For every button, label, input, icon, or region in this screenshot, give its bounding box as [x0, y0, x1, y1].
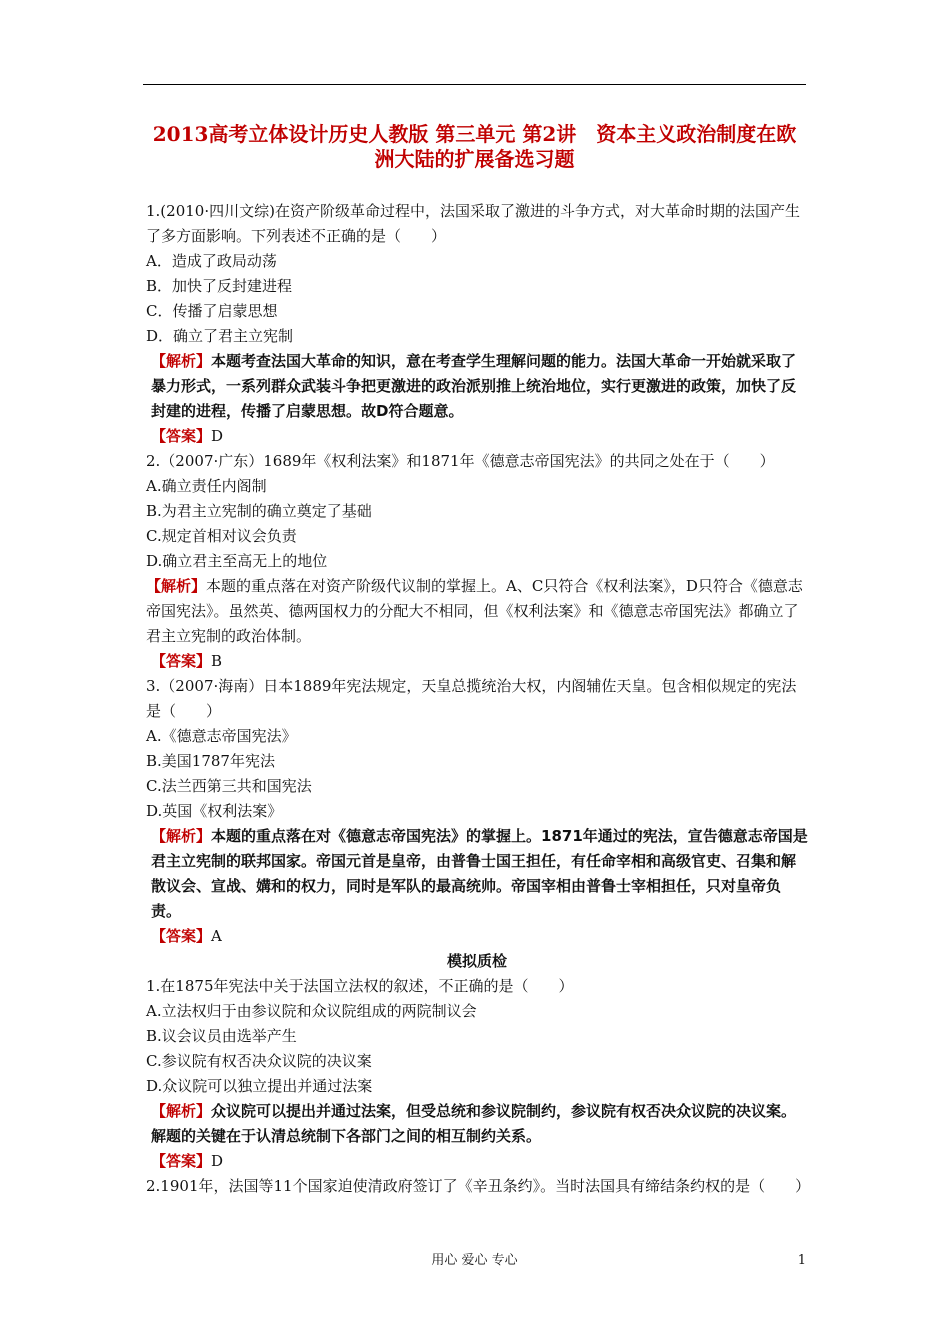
question-stem: 2.1901年，法国等11个国家迫使清政府签订了《辛丑条约》。当时法国具有缔结条约权的是（ ）: [146, 1177, 811, 1195]
analysis-text: 本题的重点落在对《德意志帝国宪法》的掌握上。1871年通过的宪法，宣告德意志帝国是君主立宪制的联邦国家。帝国元首是皇帝，由普鲁士国王担任，有任命宰相和高级官吏、召集和解散议会、宣战、媾和的权力，同时是军队的最高统帅。帝国宰相由普鲁士宰相担任，只对皇帝负责。: [151, 827, 808, 920]
option: D．确立了君主立宪制: [146, 327, 294, 345]
answer-value: D: [211, 1152, 224, 1170]
option: D.众议院可以独立提出并通过法案: [146, 1077, 373, 1095]
question-stem: 3.（2007·海南）日本1889年宪法规定，天皇总揽统治大权，内阁辅佐天皇。包含相似规定的宪法是（ ）: [146, 677, 797, 720]
option: A.立法权归于由参议院和众议院组成的两院制议会: [146, 1002, 477, 1020]
answer-value: D: [211, 427, 224, 445]
question-1: [146, 199, 808, 449]
answer: [146, 924, 808, 949]
question-stem: 1.在1875年宪法中关于法国立法权的叙述，不正确的是（ ）: [146, 977, 574, 995]
analysis: [146, 349, 808, 424]
page-number: 1: [797, 1253, 806, 1268]
analysis-text: 本题的重点落在对资产阶级代议制的掌握上。A、C只符合《权利法案》，D只符合《德意志帝国宪法》。虽然英、德两国权力的分配大不相同，但《权利法案》和《德意志帝国宪法》都确立了君主立宪制的政治体制。: [146, 577, 803, 645]
analysis-text: 众议院可以提出并通过法案，但受总统和参议院制约，参议院有权否决众议院的决议案。解题的关键在于认清总统制下各部门之间的相互制约关系。: [151, 1102, 797, 1145]
option: A.《德意志帝国宪法》: [146, 727, 297, 745]
document-body: [146, 199, 811, 1199]
option: B.美国1787年宪法: [146, 752, 275, 770]
option: C．传播了启蒙思想: [146, 302, 278, 320]
section-title: 模拟质检: [446, 952, 507, 970]
option: B.议会议员由选举产生: [146, 1027, 297, 1045]
option: D.确立君主至高无上的地位: [146, 552, 328, 570]
footer-motto: 用心 爱心 专心: [431, 1253, 518, 1268]
answer-tag: 【答案】: [151, 1152, 212, 1170]
option: D.英国《权利法案》: [146, 802, 283, 820]
question-3: [146, 674, 808, 949]
answer-value: B: [211, 652, 223, 670]
question-stem: 2.（2007·广东）1689年《权利法案》和1871年《德意志帝国宪法》的共同之处在于（ ）: [146, 452, 775, 470]
header-rule: [143, 84, 806, 85]
question-2: [146, 449, 808, 674]
analysis: [146, 824, 808, 924]
analysis: [146, 574, 808, 649]
analysis-tag: 【解析】: [151, 1102, 212, 1120]
answer: [146, 424, 808, 449]
option: C.规定首相对议会负责: [146, 527, 297, 545]
option: B．加快了反封建进程: [146, 277, 293, 295]
answer: [146, 1149, 808, 1174]
answer-tag: 【答案】: [151, 927, 212, 945]
option: A.确立责任内阁制: [146, 477, 267, 495]
answer-value: A: [211, 927, 222, 945]
mock-question-1: [146, 974, 808, 1174]
analysis-text: 本题考查法国大革命的知识，意在考查学生理解问题的能力。法国大革命一开始就采取了暴力形式，一系列群众武装斗争把更激进的政治派别推上统治地位，实行更激进的政策，加快了反封建的进程，传播了启蒙思想。故D符合题意。: [151, 352, 797, 420]
question-stem: 1.(2010·四川文综)在资产阶级革命过程中，法国采取了激进的斗争方式，对大革命时期的法国产生了多方面影响。下列表述不正确的是（ ）: [146, 202, 800, 245]
analysis-tag: 【解析】: [151, 827, 212, 845]
analysis-tag: 【解析】: [151, 352, 212, 370]
answer: [146, 649, 808, 674]
analysis: [146, 1099, 808, 1149]
answer-tag: 【答案】: [151, 652, 212, 670]
document-title: 2013高考立体设计历史人教版 第三单元 第2讲 资本主义政治制度在欧洲大陆的扩展备选习题: [152, 122, 797, 171]
answer-tag: 【答案】: [151, 427, 212, 445]
option: C.参议院有权否决众议院的决议案: [146, 1052, 372, 1070]
option: C.法兰西第三共和国宪法: [146, 777, 312, 795]
option: B.为君主立宪制的确立奠定了基础: [146, 502, 372, 520]
analysis-tag: 【解析】: [146, 577, 207, 595]
mock-question-2: [146, 1174, 811, 1199]
option: A．造成了政局动荡: [146, 252, 277, 270]
